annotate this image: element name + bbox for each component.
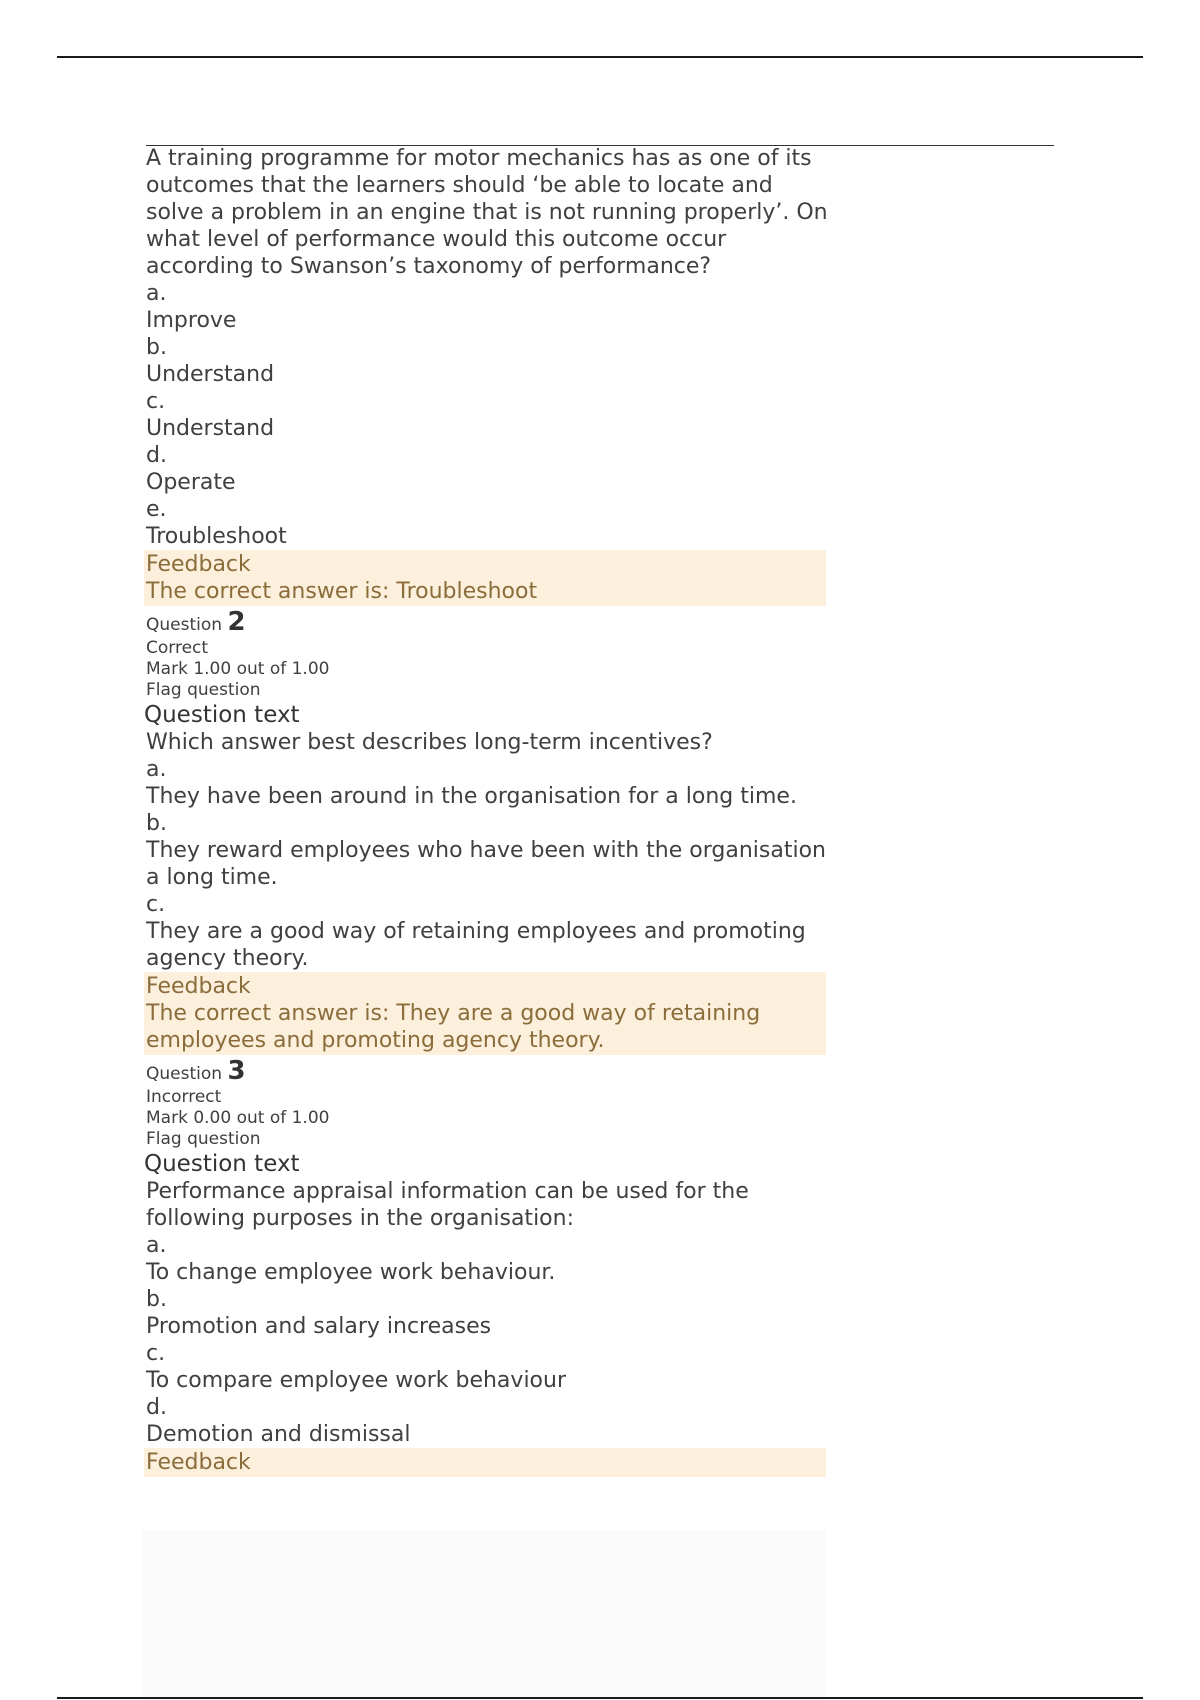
option-text: To change employee work behaviour. xyxy=(146,1260,556,1285)
option-letter: d. xyxy=(146,443,167,468)
option-text: They have been around in the organisation for a long time. xyxy=(146,784,797,809)
answer-options xyxy=(146,280,836,550)
feedback-box xyxy=(144,972,826,1055)
answer-option[interactable] xyxy=(146,756,836,810)
question-text: Which answer best describes long-term incentives? xyxy=(146,730,713,755)
answer-option[interactable] xyxy=(146,1286,836,1340)
question-state: Correct xyxy=(146,638,209,658)
question-number xyxy=(146,1058,836,1087)
page-footer-strip xyxy=(143,1530,825,1700)
question-text: A training programme for motor mechanics has as one of its outcomes that the learners should ‘be able to locate and solve a problem in an engine that is not running properly’. On what level of performance would this outcome occur according to Swanson’s taxonomy of performance? xyxy=(146,146,828,279)
question-word: Question xyxy=(146,615,223,635)
flag-question-link[interactable]: Flag question xyxy=(146,680,261,700)
answer-option[interactable] xyxy=(146,810,836,891)
answer-option[interactable] xyxy=(146,1394,836,1448)
question-text-label: Question text xyxy=(144,702,300,728)
question-block xyxy=(146,609,836,1055)
option-text: Improve xyxy=(146,308,237,333)
question-state: Incorrect xyxy=(146,1087,222,1107)
option-text: Troubleshoot xyxy=(146,524,287,549)
option-text: To compare employee work behaviour xyxy=(146,1368,566,1393)
option-letter: a. xyxy=(146,1233,167,1258)
question-grade: Mark 0.00 out of 1.00 xyxy=(146,1108,330,1128)
quiz-review-content xyxy=(146,145,836,1477)
answer-option[interactable] xyxy=(146,388,836,442)
question-number-value: 2 xyxy=(227,607,246,637)
option-text: Demotion and dismissal xyxy=(146,1422,411,1447)
answer-option[interactable] xyxy=(146,1232,836,1286)
option-text: Understand xyxy=(146,416,275,441)
page-bottom-rule xyxy=(57,1697,1143,1699)
option-letter: b. xyxy=(146,811,167,836)
option-letter: a. xyxy=(146,757,167,782)
option-letter: e. xyxy=(146,497,167,522)
question-number-value: 3 xyxy=(227,1056,246,1086)
option-letter: c. xyxy=(146,389,166,414)
answer-option[interactable] xyxy=(146,334,836,388)
option-text: Operate xyxy=(146,470,236,495)
answer-option[interactable] xyxy=(146,1340,836,1394)
feedback-box xyxy=(144,550,826,606)
feedback-label: Feedback xyxy=(146,974,251,999)
question-number xyxy=(146,609,836,638)
option-letter: c. xyxy=(146,1341,166,1366)
option-letter: b. xyxy=(146,335,167,360)
answer-option[interactable] xyxy=(146,442,836,496)
option-letter: d. xyxy=(146,1395,167,1420)
feedback-box xyxy=(144,1448,826,1477)
feedback-label: Feedback xyxy=(146,552,251,577)
question-info xyxy=(146,1058,836,1150)
option-text: Promotion and salary increases xyxy=(146,1314,492,1339)
option-text: Understand xyxy=(146,362,275,387)
feedback-label: Feedback xyxy=(146,1450,251,1475)
question-block xyxy=(146,1058,836,1477)
question-word: Question xyxy=(146,1064,223,1084)
option-text: They are a good way of retaining employees and promoting agency theory. xyxy=(146,919,806,971)
option-letter: c. xyxy=(146,892,166,917)
flag-question-link[interactable]: Flag question xyxy=(146,1129,261,1149)
option-letter: b. xyxy=(146,1287,167,1312)
answer-option[interactable] xyxy=(146,891,836,972)
answer-option[interactable] xyxy=(146,280,836,334)
page-top-rule xyxy=(57,56,1143,58)
question-block xyxy=(146,145,836,606)
answer-options xyxy=(146,756,836,972)
question-text-label: Question text xyxy=(144,1151,300,1177)
question-info xyxy=(146,609,836,701)
question-text: Performance appraisal information can be used for the following purposes in the organisation: xyxy=(146,1179,749,1231)
option-text: They reward employees who have been with the organisation a long time. xyxy=(146,838,826,890)
feedback-correct-answer: The correct answer is: Troubleshoot xyxy=(146,579,538,604)
option-letter: a. xyxy=(146,281,167,306)
question-grade: Mark 1.00 out of 1.00 xyxy=(146,659,330,679)
answer-options xyxy=(146,1232,836,1448)
answer-option[interactable] xyxy=(146,496,836,550)
feedback-correct-answer: The correct answer is: They are a good way of retaining employees and promoting agency theory. xyxy=(146,1001,761,1053)
